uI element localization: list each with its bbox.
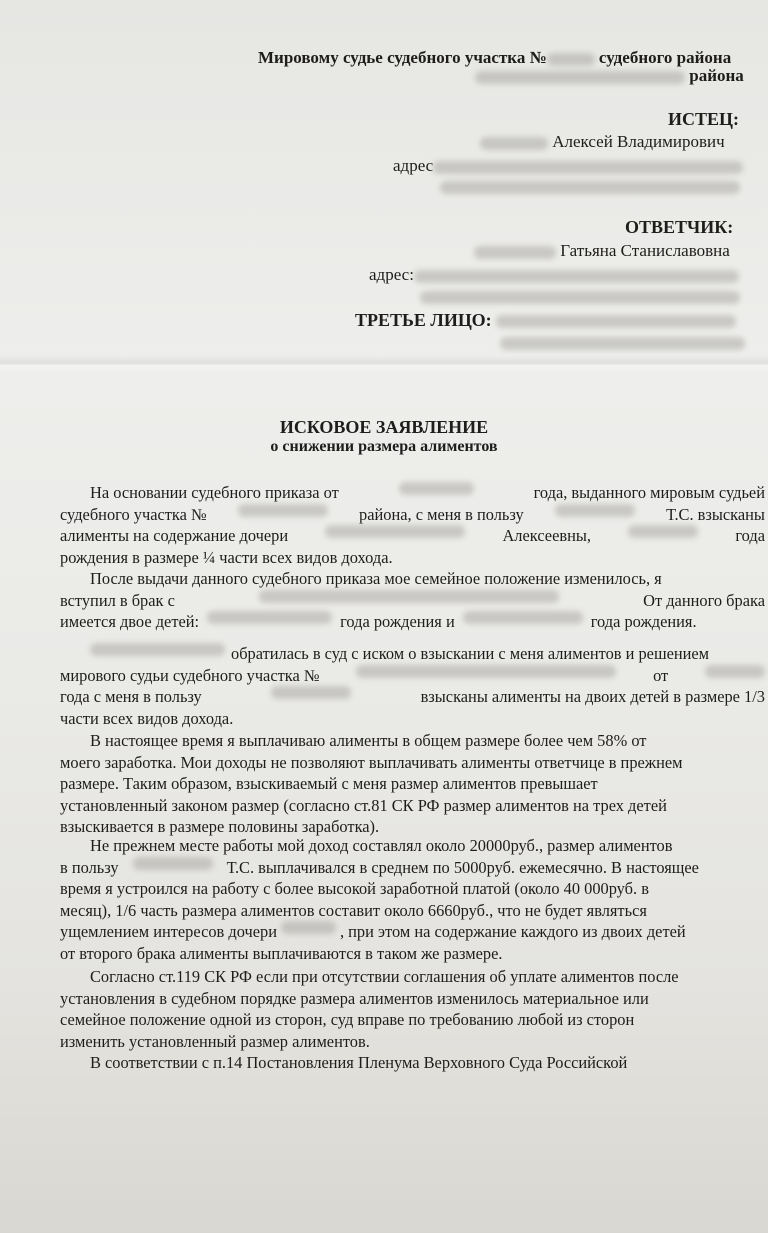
redacted-field [414,270,739,283]
redacted-field [480,137,548,150]
defendant-address-cont [420,286,740,306]
redacted-field [705,665,765,678]
redacted-field [433,161,743,174]
paragraph-1: На основании судебного приказа от года, выданного мировым судьей судебного участка № района, с меня в пользу Т.С. взысканы алименты на содержание дочери Алексеевны, года рождения в размере ¼ части всех видов дохода. [60,483,765,567]
third-party-address [500,332,745,352]
document-subtitle: о снижении размера алиментов [270,438,498,455]
judge-line-1: Мировому судье судебного участка № судебного района [258,48,732,67]
redacted-field [325,525,465,538]
redacted-field [238,504,328,517]
third-party-label: ТРЕТЬЕ ЛИЦО: [355,310,736,331]
paragraph-2: После выдачи данного судебного приказа мое семейное положение изменилось, я вступил в брак с От данного брака имеется двое детей: года рождения и года рождения. [60,569,765,631]
plaintiff-label: ИСТЕЦ: [668,109,740,129]
redacted-field [90,643,225,656]
redacted-field [133,857,213,870]
redacted-field [555,504,635,517]
paragraph-4: В настоящее время я выплачиваю алименты в общем размере более чем 58% от моего заработка. Мои доходы не позволяют выплачивать алименты ответчице в прежнем размере. Таким образом, взыскиваемый с меня размер алиментов превышает установленный законом размер (согласно ст.81 СК РФ размер алиментов на трех детей взыскивается в размере половины заработка). [60,731,683,836]
redacted-field [475,71,685,84]
paragraph-6: Согласно ст.119 СК РФ если при отсутствии соглашения об уплате алиментов после установления в судебном порядке размера алиментов изменилось материальное или семейное положение одной из сторон, суд вправе по требованию любой из сторон изменить установленный размер алиментов. [60,967,679,1051]
redacted-field [440,181,740,194]
redacted-field [547,53,595,66]
redacted-field [420,291,740,304]
redacted-field [399,482,474,495]
redacted-field [474,246,556,259]
redacted-field [281,921,336,934]
redacted-field [271,686,351,699]
defendant-name: Гатьяна Станиславовна [474,241,730,261]
redacted-field [463,611,583,624]
redacted-field [628,525,698,538]
paragraph-3: обратилась в суд с иском о взыскании с меня алиментов и решением мирового судьи судебного участка № от года с меня в пользу взысканы алименты на двоих детей в размере 1/3 части всех видов дохода. [60,644,765,728]
paragraph-5: Не прежнем месте работы мой доход составлял около 20000руб., размер алиментов в пользу Т.С. выплачивался в среднем по 5000руб. ежемесячно. В настоящее время я устроился на работу с более высокой заработной платой (около 40 000руб. в месяц), 1/6 часть размера алиментов составит около 6660руб., что не будет являться ущемлением интересов дочери , при этом на содержание каждого из двоих детей от второго брака алименты выплачиваются в таком же размере. [60,836,699,963]
judge-line-2: района [475,66,744,86]
plaintiff-name: Алексей Владимирович [480,132,725,152]
defendant-address: адрес: [369,265,739,285]
redacted-field [207,611,332,624]
redacted-field [500,337,745,350]
plaintiff-address-cont [440,176,740,196]
redacted-field [259,590,559,603]
paper-fold [0,355,768,373]
paragraph-7: В соответствии с п.14 Постановления Пленума Верховного Суда Российской [90,1053,628,1072]
defendant-label: ОТВЕТЧИК: [625,217,734,237]
redacted-field [496,315,736,328]
document-title: ИСКОВОЕ ЗАЯВЛЕНИЕ [279,417,489,437]
redacted-field [356,665,616,678]
plaintiff-address: адрес [393,156,743,176]
